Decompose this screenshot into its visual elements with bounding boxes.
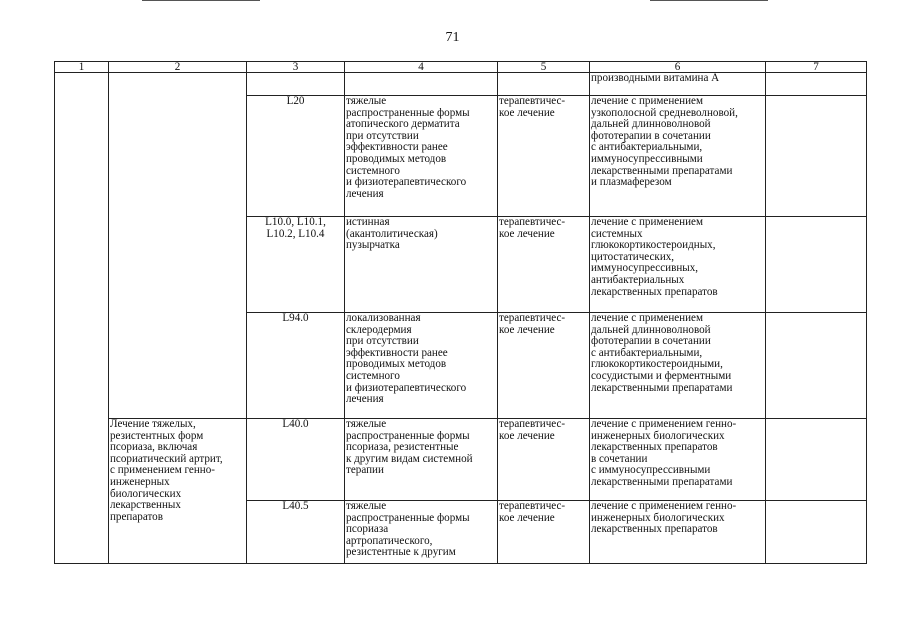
table-row (55, 419, 867, 501)
icd-code-line: L40.5 (282, 500, 309, 512)
header-cell-4: 4 (345, 62, 498, 73)
treatment-method-line: инженерных биологических (591, 429, 725, 442)
disease-model-line: резистентные к другим (346, 546, 456, 559)
disease-model-line: (акантолитическая) (346, 227, 438, 240)
treatment-method-line: узкополосной средневолновой, (591, 106, 738, 119)
group-title-line: псориатический артрит, (110, 452, 223, 465)
group-title-cell (109, 419, 247, 564)
treatment-type-line: кое лечение (499, 429, 555, 442)
icd-code-cell (247, 217, 345, 313)
disease-model-line: системного (346, 369, 400, 382)
treatment-method-line: лекарственных препаратов (591, 441, 718, 454)
treatment-type-line: кое лечение (499, 323, 555, 336)
treatment-method-line: лечение с применением (591, 95, 703, 107)
icd-code-cell (247, 313, 345, 419)
header-cell-5: 5 (498, 62, 590, 73)
group-title-line: препаратов (110, 510, 163, 523)
header-cell-2: 2 (109, 62, 247, 73)
treatment-method-line: фототерапии в сочетании (591, 335, 711, 348)
disease-model-line: артропатического, (346, 534, 433, 547)
treatment-method-line: лекарственных препаратов (591, 523, 718, 536)
disease-model-line: локализованная (346, 312, 421, 324)
treatment-method-line: производными витамина А (591, 72, 720, 84)
treatment-method-line: дальней длинноволновой (591, 323, 711, 336)
treatment-method-line: иммуносупрессивных, (591, 262, 699, 275)
disease-model-line: терапии (346, 464, 384, 477)
header-cell-1: 1 (55, 62, 109, 73)
column-7-cell (766, 217, 867, 313)
header-cell-6: 6 (590, 62, 766, 73)
treatment-method-line: с иммуносупрессивными (591, 464, 711, 477)
treatment-method-line: сосудистыми и ферментными (591, 369, 732, 382)
treatment-method-line: глюкокортикостероидными, (591, 358, 723, 371)
disease-model-line: лечения (346, 187, 384, 200)
group-title-cell-empty (109, 73, 247, 419)
page-number: 71 (445, 30, 460, 45)
treatment-method-cell (590, 419, 766, 501)
disease-model-line: истинная (346, 216, 390, 228)
table-row (55, 73, 867, 96)
treatment-type-cell (498, 217, 590, 313)
disease-model-line: тяжелые (346, 500, 387, 512)
column-7-cell (766, 313, 867, 419)
treatment-method-line: с антибактериальными, (591, 141, 703, 154)
section-number-cell (55, 73, 109, 564)
icd-code-line: L20 (286, 95, 305, 107)
treatment-method-line: и плазмаферезом (591, 176, 672, 189)
treatment-method-line: фототерапии в сочетании (591, 129, 711, 142)
disease-model-line: при отсутствии (346, 129, 419, 142)
treatment-method-line: лечение с применением генно- (591, 418, 737, 430)
disease-model-cell (345, 217, 498, 313)
icd-code-cell (247, 501, 345, 564)
treatment-type-cell (498, 501, 590, 564)
treatment-type-cell (498, 96, 590, 217)
disease-model-cell (345, 313, 498, 419)
treatment-method-line: лечение с применением генно- (591, 500, 737, 512)
group-title-line: биологических (110, 487, 182, 500)
treatment-method-cell (590, 501, 766, 564)
treatment-type-line: терапевтичес- (499, 500, 566, 512)
icd-code-cell (247, 96, 345, 217)
treatment-method-line: дальней длинноволновой (591, 118, 711, 131)
icd-code-cell (247, 73, 345, 96)
treatment-type-line: терапевтичес- (499, 312, 566, 324)
treatment-type-line: кое лечение (499, 227, 555, 240)
treatment-method-line: лечение с применением (591, 312, 703, 324)
disease-model-line: проводимых методов (346, 152, 447, 165)
icd-code-line: L10.0, L10.1, (265, 216, 326, 228)
treatment-method-line: антибактериальных (591, 273, 685, 286)
treatment-type-cell (498, 419, 590, 501)
treatment-method-cell (590, 96, 766, 217)
disease-model-cell (345, 501, 498, 564)
disease-model-line: атопического дерматита (346, 118, 460, 131)
icd-code-line: L94.0 (282, 312, 309, 324)
treatment-method-line: цитостатических, (591, 250, 675, 263)
disease-model-line: тяжелые (346, 418, 387, 430)
icd-code-line: L40.0 (282, 418, 309, 430)
treatment-type-line: терапевтичес- (499, 418, 566, 430)
disease-model-line: распространенные формы (346, 511, 470, 524)
disease-model-line: системного (346, 164, 400, 177)
treatment-table (54, 61, 867, 564)
group-title-line: лекарственных (110, 499, 181, 512)
disease-model-cell (345, 419, 498, 501)
disease-model-line: проводимых методов (346, 358, 447, 371)
header-cell-3: 3 (247, 62, 345, 73)
treatment-method-cell (590, 313, 766, 419)
treatment-method-line: лекарственными препаратами (591, 475, 733, 488)
header-row (55, 62, 867, 73)
disease-model-line: распространенные формы (346, 429, 470, 442)
treatment-method-line: лекарственных препаратов (591, 285, 718, 298)
disease-model-line: склеродермия (346, 323, 412, 336)
treatment-method-line: инженерных биологических (591, 511, 725, 524)
group-title-line: инженерных (110, 475, 170, 488)
treatment-method-line: в сочетании (591, 452, 648, 465)
column-7-cell (766, 501, 867, 564)
treatment-method-cell (590, 73, 766, 96)
treatment-method-line: лечение с применением (591, 216, 703, 228)
treatment-method-line: лекарственными препаратами (591, 164, 733, 177)
disease-model-line: псориаза (346, 523, 389, 536)
treatment-method-line: глюкокортикостероидных, (591, 239, 716, 252)
group-title-line: с применением генно- (110, 464, 215, 477)
disease-model-line: распространенные формы (346, 106, 470, 119)
treatment-method-line: лекарственными препаратами (591, 381, 733, 394)
treatment-type-cell (498, 73, 590, 96)
treatment-type-line: терапевтичес- (499, 216, 566, 228)
disease-model-line: и физиотерапевтического (346, 176, 467, 189)
treatment-method-cell (590, 217, 766, 313)
disease-model-line: эффективности ранее (346, 346, 448, 359)
column-7-cell (766, 96, 867, 217)
disease-model-line: лечения (346, 393, 384, 406)
column-7-cell (766, 73, 867, 96)
scan-edge-line-right (650, 0, 768, 1)
treatment-type-line: кое лечение (499, 106, 555, 119)
group-title-line: резистентных форм (110, 429, 204, 442)
disease-model-cell (345, 96, 498, 217)
scan-edge-line-left (142, 0, 260, 1)
disease-model-line: пузырчатка (346, 239, 400, 252)
header-cell-7: 7 (766, 62, 867, 73)
disease-model-line: к другим видам системной (346, 452, 473, 465)
disease-model-line: эффективности ранее (346, 141, 448, 154)
treatment-type-line: кое лечение (499, 511, 555, 524)
group-title-line: псориаза, включая (110, 441, 198, 454)
column-7-cell (766, 419, 867, 501)
disease-model-line: при отсутствии (346, 335, 419, 348)
treatment-type-cell (498, 313, 590, 419)
icd-code-line: L10.2, L10.4 (266, 227, 325, 240)
disease-model-cell (345, 73, 498, 96)
icd-code-cell (247, 419, 345, 501)
treatment-method-line: иммуносупрессивными (591, 152, 703, 165)
disease-model-line: и физиотерапевтического (346, 381, 467, 394)
treatment-method-line: с антибактериальными, (591, 346, 703, 359)
disease-model-line: тяжелые (346, 95, 387, 107)
treatment-type-line: терапевтичес- (499, 95, 566, 107)
treatment-method-line: системных (591, 227, 643, 240)
disease-model-line: псориаза, резистентные (346, 441, 459, 454)
group-title-line: Лечение тяжелых, (110, 418, 196, 430)
